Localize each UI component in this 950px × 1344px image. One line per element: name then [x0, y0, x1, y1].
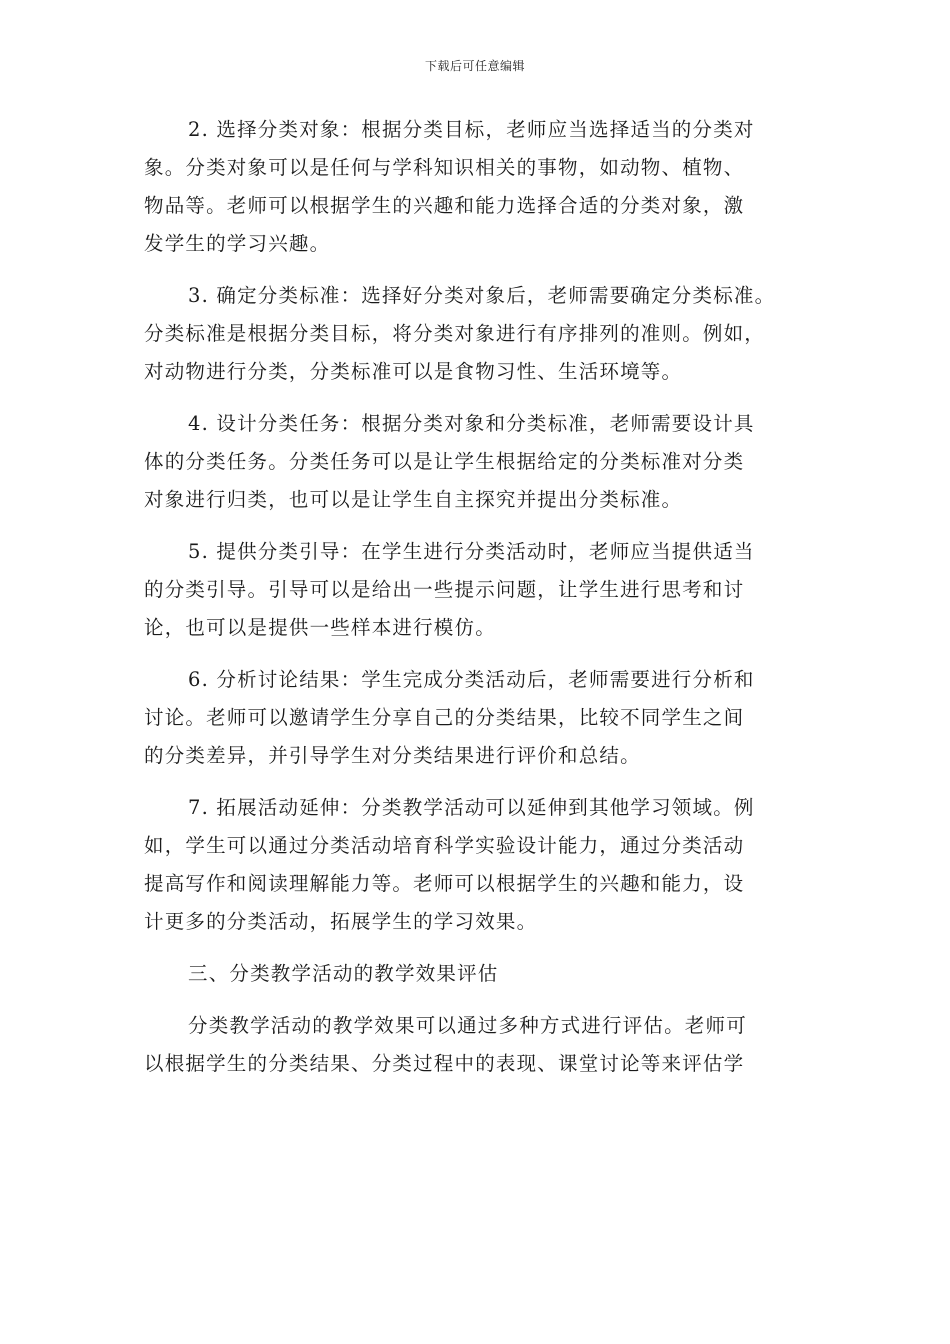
- paragraph-evaluation: [144, 1007, 816, 1083]
- section-heading: [144, 955, 816, 993]
- text-line: 提高写作和阅读理解能力等。老师可以根据学生的兴趣和能力，设: [144, 872, 745, 895]
- text-line: 物品等。老师可以根据学生的兴趣和能力选择合适的分类对象，激: [144, 194, 745, 217]
- paragraph-item-3: [144, 277, 816, 391]
- text-line: 以根据学生的分类结果、分类过程中的表现、课堂讨论等来评估学: [144, 1052, 745, 1075]
- paragraph-item-2: [144, 111, 816, 263]
- text-line: 5. 提供分类引导：在学生进行分类活动时，老师应当提供适当: [188, 540, 755, 563]
- text-line: 象。分类对象可以是任何与学科知识相关的事物，如动物、植物、: [144, 156, 745, 179]
- text-line: 3. 确定分类标准：选择好分类对象后，老师需要确定分类标准。: [188, 284, 776, 307]
- text-line: 4. 设计分类任务：根据分类对象和分类标准，老师需要设计具: [188, 412, 755, 435]
- paragraph-item-6: [144, 661, 816, 775]
- text-line: 的分类引导。引导可以是给出一些提示问题，让学生进行思考和讨: [144, 578, 745, 601]
- section-heading-text: 三、分类教学活动的教学效果评估: [188, 962, 499, 985]
- text-line: 如，学生可以通过分类活动培育科学实验设计能力，通过分类活动: [144, 834, 745, 857]
- page-header: 下载后可任意编辑: [424, 59, 525, 73]
- document-body: [144, 111, 816, 1097]
- paragraph-item-4: [144, 405, 816, 519]
- text-line: 的分类差异，并引导学生对分类结果进行评价和总结。: [144, 744, 641, 767]
- paragraph-item-7: [144, 789, 816, 941]
- text-line: 分类标准是根据分类目标，将分类对象进行有序排列的准则。例如，: [144, 322, 766, 345]
- text-line: 计更多的分类活动，拓展学生的学习效果。: [144, 910, 538, 933]
- text-line: 对动物进行分类，分类标准可以是食物习性、生活环境等。: [144, 360, 683, 383]
- text-line: 体的分类任务。分类任务可以是让学生根据给定的分类标准对分类: [144, 450, 745, 473]
- text-line: 讨论。老师可以邀请学生分享自己的分类结果，比较不同学生之间: [144, 706, 745, 729]
- text-line: 7. 拓展活动延伸：分类教学活动可以延伸到其他学习领域。例: [188, 796, 755, 819]
- text-line: 发学生的学习兴趣。: [144, 232, 331, 255]
- text-line: 6. 分析讨论结果：学生完成分类活动后，老师需要进行分析和: [188, 668, 755, 691]
- text-line: 分类教学活动的教学效果可以通过多种方式进行评估。老师可: [188, 1014, 747, 1037]
- paragraph-item-5: [144, 533, 816, 647]
- text-line: 对象进行归类，也可以是让学生自主探究并提出分类标准。: [144, 488, 683, 511]
- text-line: 论，也可以是提供一些样本进行模仿。: [144, 616, 496, 639]
- text-line: 2. 选择分类对象：根据分类目标，老师应当选择适当的分类对: [188, 118, 755, 141]
